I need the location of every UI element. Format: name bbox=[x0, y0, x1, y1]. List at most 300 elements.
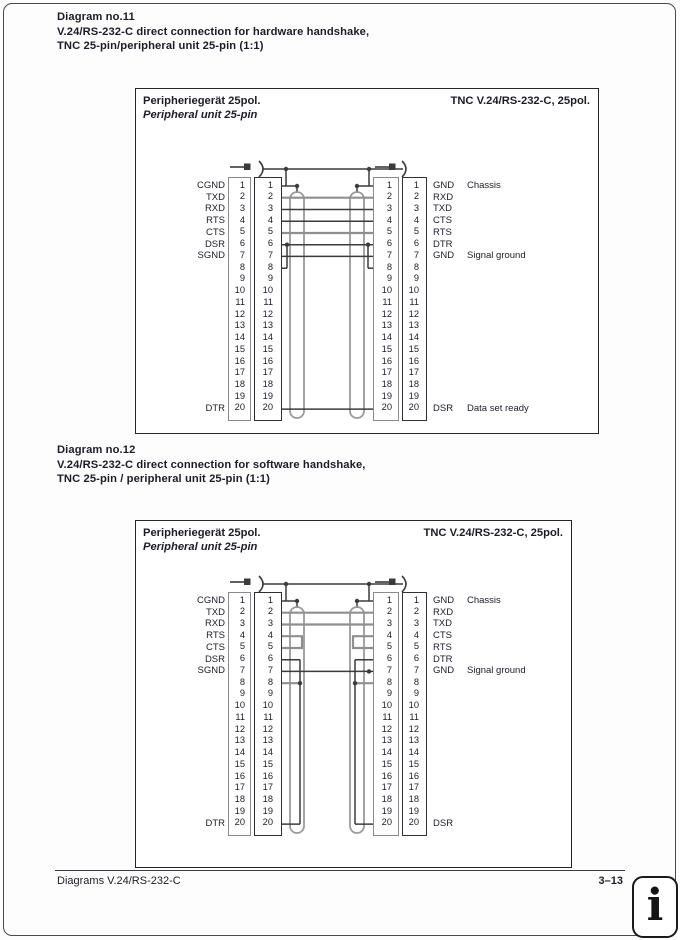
cable-shield bbox=[350, 192, 364, 418]
signal-name bbox=[433, 391, 467, 403]
tnc-header-label: TNC V.24/RS-232-C, 25pol. bbox=[423, 527, 563, 539]
signal-label bbox=[191, 689, 225, 701]
signal-name: GND bbox=[433, 250, 455, 262]
pin-number: 13 bbox=[381, 735, 392, 746]
signal-name bbox=[433, 262, 467, 274]
pin-number: 8 bbox=[267, 261, 273, 272]
signal-name bbox=[433, 771, 467, 783]
pin-number: 12 bbox=[262, 723, 273, 734]
signal-label-row bbox=[433, 368, 581, 380]
signal-label-row bbox=[433, 618, 581, 630]
pin-number: 7 bbox=[267, 249, 273, 260]
signal-label bbox=[191, 759, 225, 771]
pin-number: 4 bbox=[386, 629, 392, 640]
pin-number: 18 bbox=[234, 793, 245, 804]
signal-label-row bbox=[433, 654, 581, 666]
pin-number: 9 bbox=[239, 273, 245, 284]
tnc-connector bbox=[402, 592, 427, 836]
signal-description bbox=[467, 391, 581, 403]
pin-number: 17 bbox=[234, 782, 245, 793]
pin-number: 20 bbox=[234, 402, 245, 413]
signal-label bbox=[191, 274, 225, 286]
pin-number: 2 bbox=[239, 606, 245, 617]
pin-number: 1 bbox=[386, 594, 392, 605]
diagram11-title-line1: Diagram no.11 bbox=[57, 11, 135, 23]
pin-number: 9 bbox=[239, 688, 245, 699]
signal-name bbox=[433, 759, 467, 771]
signal-label: TXD bbox=[206, 606, 225, 618]
pin-number: 15 bbox=[262, 343, 273, 354]
signal-description bbox=[467, 630, 581, 642]
signal-label-row bbox=[433, 724, 581, 736]
pin-number: 6 bbox=[239, 238, 245, 249]
signal-label: TXD bbox=[206, 191, 225, 203]
signal-name bbox=[433, 712, 467, 724]
signal-name: RXD bbox=[433, 606, 454, 618]
signal-label-row bbox=[433, 677, 581, 689]
signal-label-row bbox=[433, 180, 581, 192]
pin-number: 10 bbox=[381, 700, 392, 711]
pin-number: 18 bbox=[408, 378, 419, 389]
pin-number: 18 bbox=[408, 793, 419, 804]
pin-number: 18 bbox=[262, 793, 273, 804]
signal-label bbox=[191, 724, 225, 736]
signal-description bbox=[467, 783, 581, 795]
pin-number: 13 bbox=[262, 320, 273, 331]
pin-number: 1 bbox=[239, 594, 245, 605]
pin-number: 16 bbox=[262, 770, 273, 781]
pin-number: 13 bbox=[381, 320, 392, 331]
signal-label-row bbox=[433, 215, 581, 227]
pin-number: 9 bbox=[386, 273, 392, 284]
pin-number: 6 bbox=[413, 653, 419, 664]
pin-number: 19 bbox=[408, 390, 419, 401]
diagram12-title-line1: Diagram no.12 bbox=[57, 444, 136, 456]
pin-number: 8 bbox=[386, 676, 392, 687]
jumper-4-5-right bbox=[353, 636, 373, 648]
signal-description bbox=[467, 677, 581, 689]
socket-icon bbox=[259, 576, 263, 592]
pin-number: 9 bbox=[267, 688, 273, 699]
signal-label-row bbox=[433, 595, 581, 607]
signal-label: CTS bbox=[206, 641, 225, 653]
signal-label bbox=[191, 321, 225, 333]
signal-label-row bbox=[433, 203, 581, 215]
pin-number: 1 bbox=[413, 594, 419, 605]
pin-number: 13 bbox=[408, 320, 419, 331]
pin-number: 12 bbox=[234, 723, 245, 734]
pin-number: 20 bbox=[408, 817, 419, 828]
jumper-6-8-right bbox=[366, 243, 373, 269]
pin-number: 20 bbox=[262, 402, 273, 413]
pin-number: 16 bbox=[234, 770, 245, 781]
signal-label bbox=[191, 771, 225, 783]
pin-number: 8 bbox=[239, 261, 245, 272]
signal-label: DSR bbox=[204, 238, 225, 250]
signal-name bbox=[433, 794, 467, 806]
signal-label: DTR bbox=[205, 402, 225, 414]
pin-number: 15 bbox=[262, 758, 273, 769]
signal-name: CTS bbox=[433, 630, 452, 642]
pin-number: 18 bbox=[381, 378, 392, 389]
pin-number: 18 bbox=[381, 793, 392, 804]
tnc-header-label: TNC V.24/RS-232-C, 25pol. bbox=[450, 95, 590, 107]
pin-number: 15 bbox=[234, 758, 245, 769]
signal-label-row bbox=[433, 712, 581, 724]
signal-label bbox=[191, 309, 225, 321]
pin-number: 15 bbox=[408, 343, 419, 354]
peripheral-unit-label-de: Peripheriegerät 25pol. bbox=[143, 527, 261, 539]
signal-label-row bbox=[433, 286, 581, 298]
signal-description bbox=[467, 203, 581, 215]
pin-number: 3 bbox=[413, 202, 419, 213]
signal-name bbox=[433, 677, 467, 689]
peripheral-unit-label-de: Peripheriegerät 25pol. bbox=[143, 95, 261, 107]
signal-label-row bbox=[433, 262, 581, 274]
signal-name bbox=[433, 701, 467, 713]
pin-number: 6 bbox=[239, 653, 245, 664]
pin-number: 7 bbox=[239, 664, 245, 675]
pin-number: 19 bbox=[262, 390, 273, 401]
pin-number: 14 bbox=[234, 332, 245, 343]
signal-label-row bbox=[433, 818, 581, 830]
pin-number: 14 bbox=[381, 332, 392, 343]
signal-description bbox=[467, 227, 581, 239]
signal-name bbox=[433, 333, 467, 345]
pin-number: 7 bbox=[239, 249, 245, 260]
plug-arrow-icon bbox=[375, 579, 396, 586]
signal-label-row bbox=[433, 736, 581, 748]
pin-number: 14 bbox=[262, 747, 273, 758]
pin-number: 10 bbox=[408, 285, 419, 296]
pin-number: 10 bbox=[234, 285, 245, 296]
signal-name bbox=[433, 356, 467, 368]
signal-description bbox=[467, 309, 581, 321]
signal-label: RXD bbox=[204, 203, 225, 215]
peripheral-cable-connector bbox=[254, 177, 282, 421]
pin-number: 16 bbox=[381, 355, 392, 366]
signal-label-row bbox=[433, 665, 581, 677]
pin-number: 14 bbox=[408, 747, 419, 758]
diagram12-title-block bbox=[57, 443, 365, 487]
pin-number: 8 bbox=[386, 261, 392, 272]
pin-number: 10 bbox=[262, 700, 273, 711]
pin-number: 4 bbox=[413, 629, 419, 640]
signal-name bbox=[433, 286, 467, 298]
pin-number: 4 bbox=[267, 629, 273, 640]
pin-number: 13 bbox=[262, 735, 273, 746]
signal-name bbox=[433, 297, 467, 309]
pin-number: 14 bbox=[262, 332, 273, 343]
signal-description bbox=[467, 321, 581, 333]
signal-label bbox=[191, 748, 225, 760]
signal-label: RXD bbox=[204, 618, 225, 630]
pin-number: 19 bbox=[234, 805, 245, 816]
pin-number: 3 bbox=[239, 202, 245, 213]
pin-number: 11 bbox=[235, 711, 245, 722]
pin-number: 16 bbox=[262, 355, 273, 366]
jumper-4-5-left bbox=[282, 636, 302, 648]
signal-name bbox=[433, 344, 467, 356]
signal-name bbox=[433, 736, 467, 748]
signal-description bbox=[467, 712, 581, 724]
signal-label bbox=[191, 712, 225, 724]
signal-description bbox=[467, 701, 581, 713]
peripheral-unit-label-en: Peripheral unit 25-pin bbox=[143, 541, 258, 553]
diagram12-connector-area bbox=[191, 592, 581, 836]
signal-name: CTS bbox=[433, 215, 452, 227]
pin-number: 7 bbox=[267, 664, 273, 675]
peripheral-outer-connector bbox=[228, 177, 251, 421]
cable-shield bbox=[350, 607, 364, 833]
signal-description bbox=[467, 654, 581, 666]
signal-label bbox=[191, 368, 225, 380]
pin-number: 8 bbox=[413, 676, 419, 687]
diagram12-title-line3: TNC 25-pin / peripheral unit 25-pin (1:1) bbox=[57, 473, 270, 485]
pin-number: 1 bbox=[267, 179, 273, 190]
signal-description bbox=[467, 215, 581, 227]
signal-description: Signal ground bbox=[467, 665, 526, 677]
signal-label bbox=[191, 379, 225, 391]
signal-label-row bbox=[433, 748, 581, 760]
signal-label-row bbox=[433, 607, 581, 619]
pin-number: 19 bbox=[262, 805, 273, 816]
pin-number: 1 bbox=[239, 179, 245, 190]
pin-number: 20 bbox=[234, 817, 245, 828]
signal-description bbox=[467, 262, 581, 274]
diagram12-figure bbox=[135, 520, 572, 868]
pin-number: 3 bbox=[386, 617, 392, 628]
pin-number: 12 bbox=[408, 308, 419, 319]
pin-number: 8 bbox=[413, 261, 419, 272]
signal-description bbox=[467, 724, 581, 736]
pin-number: 7 bbox=[413, 664, 419, 675]
pin-number: 12 bbox=[381, 308, 392, 319]
pin-number: 20 bbox=[408, 402, 419, 413]
signal-label-row bbox=[433, 227, 581, 239]
footer-rule bbox=[55, 870, 625, 871]
signal-description bbox=[467, 286, 581, 298]
signal-name: GND bbox=[433, 595, 455, 606]
plug-arrow-icon bbox=[230, 579, 251, 586]
pin-number: 17 bbox=[262, 782, 273, 793]
signal-name: GND bbox=[433, 180, 455, 191]
signal-label bbox=[191, 794, 225, 806]
pin-number: 6 bbox=[267, 238, 273, 249]
signal-label: CGND bbox=[197, 180, 225, 191]
signal-name bbox=[433, 309, 467, 321]
pin-number: 5 bbox=[267, 641, 273, 652]
pin-number: 4 bbox=[267, 214, 273, 225]
signal-name bbox=[433, 379, 467, 391]
signal-description bbox=[467, 344, 581, 356]
pin-number: 7 bbox=[413, 249, 419, 260]
signal-name: RTS bbox=[433, 641, 452, 653]
pin-number: 5 bbox=[413, 641, 419, 652]
pin-number: 12 bbox=[262, 308, 273, 319]
pin-number: 10 bbox=[234, 700, 245, 711]
signal-label-row bbox=[433, 759, 581, 771]
pin-number: 2 bbox=[413, 606, 419, 617]
pin-number: 11 bbox=[263, 711, 273, 722]
tnc-signal-labels bbox=[433, 177, 581, 415]
pin-number: 6 bbox=[267, 653, 273, 664]
signal-description bbox=[467, 379, 581, 391]
jumper-6-8-left bbox=[282, 243, 289, 269]
tnc-cable-connector bbox=[373, 592, 399, 836]
signal-label-row bbox=[433, 309, 581, 321]
pin-number: 11 bbox=[409, 296, 419, 307]
pin-number: 3 bbox=[239, 617, 245, 628]
signal-name bbox=[433, 724, 467, 736]
pin-number: 9 bbox=[267, 273, 273, 284]
signal-label-row bbox=[433, 250, 581, 262]
pin-number: 6 bbox=[386, 653, 392, 664]
footer-section-title: Diagrams V.24/RS-232-C bbox=[57, 875, 181, 887]
pin-number: 16 bbox=[381, 770, 392, 781]
pin-number: 10 bbox=[408, 700, 419, 711]
pin-number: 19 bbox=[408, 805, 419, 816]
signal-description bbox=[467, 689, 581, 701]
pin-number: 20 bbox=[381, 402, 392, 413]
pin-number: 14 bbox=[234, 747, 245, 758]
signal-label bbox=[191, 262, 225, 274]
signal-name: DTR bbox=[433, 238, 453, 250]
pin-number: 18 bbox=[262, 378, 273, 389]
pin-number: 2 bbox=[239, 191, 245, 202]
pin-number: 12 bbox=[381, 723, 392, 734]
pin-number: 8 bbox=[267, 676, 273, 687]
pin-number: 5 bbox=[267, 226, 273, 237]
plug-arrow-icon bbox=[230, 164, 251, 171]
diagram11-connector-area bbox=[191, 177, 581, 421]
pin-number: 10 bbox=[262, 285, 273, 296]
pin-number: 13 bbox=[408, 735, 419, 746]
pin-number: 10 bbox=[381, 285, 392, 296]
signal-label bbox=[191, 783, 225, 795]
peripheral-cable-connector bbox=[254, 592, 282, 836]
signal-description bbox=[467, 607, 581, 619]
pin-number: 14 bbox=[381, 747, 392, 758]
signal-name: RTS bbox=[433, 226, 452, 238]
pin-number: 17 bbox=[381, 782, 392, 793]
diagram12-header-left bbox=[143, 526, 261, 554]
signal-name bbox=[433, 806, 467, 818]
diagram11-figure bbox=[135, 88, 599, 434]
pin-number: 5 bbox=[239, 226, 245, 237]
pin-number: 12 bbox=[408, 723, 419, 734]
signal-description bbox=[467, 192, 581, 204]
signal-label-row bbox=[433, 403, 581, 415]
pin-number: 16 bbox=[234, 355, 245, 366]
pin-number: 11 bbox=[382, 711, 392, 722]
signal-description bbox=[467, 771, 581, 783]
signal-name: RXD bbox=[433, 191, 454, 203]
signal-label-row bbox=[433, 794, 581, 806]
signal-label-row bbox=[433, 356, 581, 368]
signal-description bbox=[467, 818, 581, 830]
pin-number: 3 bbox=[267, 202, 273, 213]
pin-number: 11 bbox=[235, 296, 245, 307]
signal-name: DSR bbox=[433, 402, 454, 414]
signal-label-row bbox=[433, 630, 581, 642]
signal-description bbox=[467, 759, 581, 771]
pin-number: 14 bbox=[408, 332, 419, 343]
signal-label: DSR bbox=[204, 653, 225, 665]
pin-number: 20 bbox=[381, 817, 392, 828]
signal-name bbox=[433, 689, 467, 701]
signal-label bbox=[191, 806, 225, 818]
diagram11-header-left bbox=[143, 94, 261, 122]
pin-number: 15 bbox=[234, 343, 245, 354]
signal-label-row bbox=[433, 192, 581, 204]
pin-number: 4 bbox=[239, 214, 245, 225]
pin-number: 20 bbox=[262, 817, 273, 828]
signal-label bbox=[191, 677, 225, 689]
pin-number: 17 bbox=[234, 367, 245, 378]
pin-number: 8 bbox=[239, 676, 245, 687]
pin-number: 11 bbox=[263, 296, 273, 307]
signal-name bbox=[433, 274, 467, 286]
pin-number: 9 bbox=[386, 688, 392, 699]
signal-description bbox=[467, 642, 581, 654]
pin-number: 5 bbox=[386, 641, 392, 652]
signal-label-row bbox=[433, 701, 581, 713]
pin-number: 3 bbox=[413, 617, 419, 628]
pin-number: 13 bbox=[234, 735, 245, 746]
signal-description bbox=[467, 297, 581, 309]
signal-description bbox=[467, 368, 581, 380]
signal-name: DTR bbox=[433, 653, 453, 665]
pin-number: 3 bbox=[386, 202, 392, 213]
signal-name bbox=[433, 368, 467, 380]
pin-number: 12 bbox=[234, 308, 245, 319]
pin-number: 13 bbox=[234, 320, 245, 331]
pin-number: 19 bbox=[381, 805, 392, 816]
pin-number: 6 bbox=[386, 238, 392, 249]
pin-number: 9 bbox=[413, 273, 419, 284]
pin-number: 9 bbox=[413, 688, 419, 699]
pin-number: 17 bbox=[381, 367, 392, 378]
plug-arrow-icon bbox=[375, 164, 396, 171]
signal-label bbox=[191, 344, 225, 356]
signal-label-row bbox=[433, 344, 581, 356]
signal-description bbox=[467, 794, 581, 806]
signal-description bbox=[467, 748, 581, 760]
pin-number: 15 bbox=[381, 758, 392, 769]
cable-shield bbox=[290, 607, 304, 833]
pin-number: 15 bbox=[381, 343, 392, 354]
pin-number: 17 bbox=[262, 367, 273, 378]
signal-name: TXD bbox=[433, 203, 452, 215]
signal-label bbox=[191, 391, 225, 403]
peripheral-signal-labels bbox=[191, 592, 225, 830]
pin-number: 18 bbox=[234, 378, 245, 389]
signal-label-row bbox=[433, 321, 581, 333]
pin-number: 19 bbox=[381, 390, 392, 401]
pin-number: 4 bbox=[239, 629, 245, 640]
signal-label-row bbox=[433, 333, 581, 345]
pin-number: 2 bbox=[386, 606, 392, 617]
signal-description bbox=[467, 806, 581, 818]
pin-number: 5 bbox=[239, 641, 245, 652]
signal-label-row bbox=[433, 771, 581, 783]
pin-number: 17 bbox=[408, 782, 419, 793]
page-number: 3–13 bbox=[598, 875, 623, 887]
signal-label-row bbox=[433, 239, 581, 251]
pin-number: 2 bbox=[267, 191, 273, 202]
pin-number: 2 bbox=[386, 191, 392, 202]
